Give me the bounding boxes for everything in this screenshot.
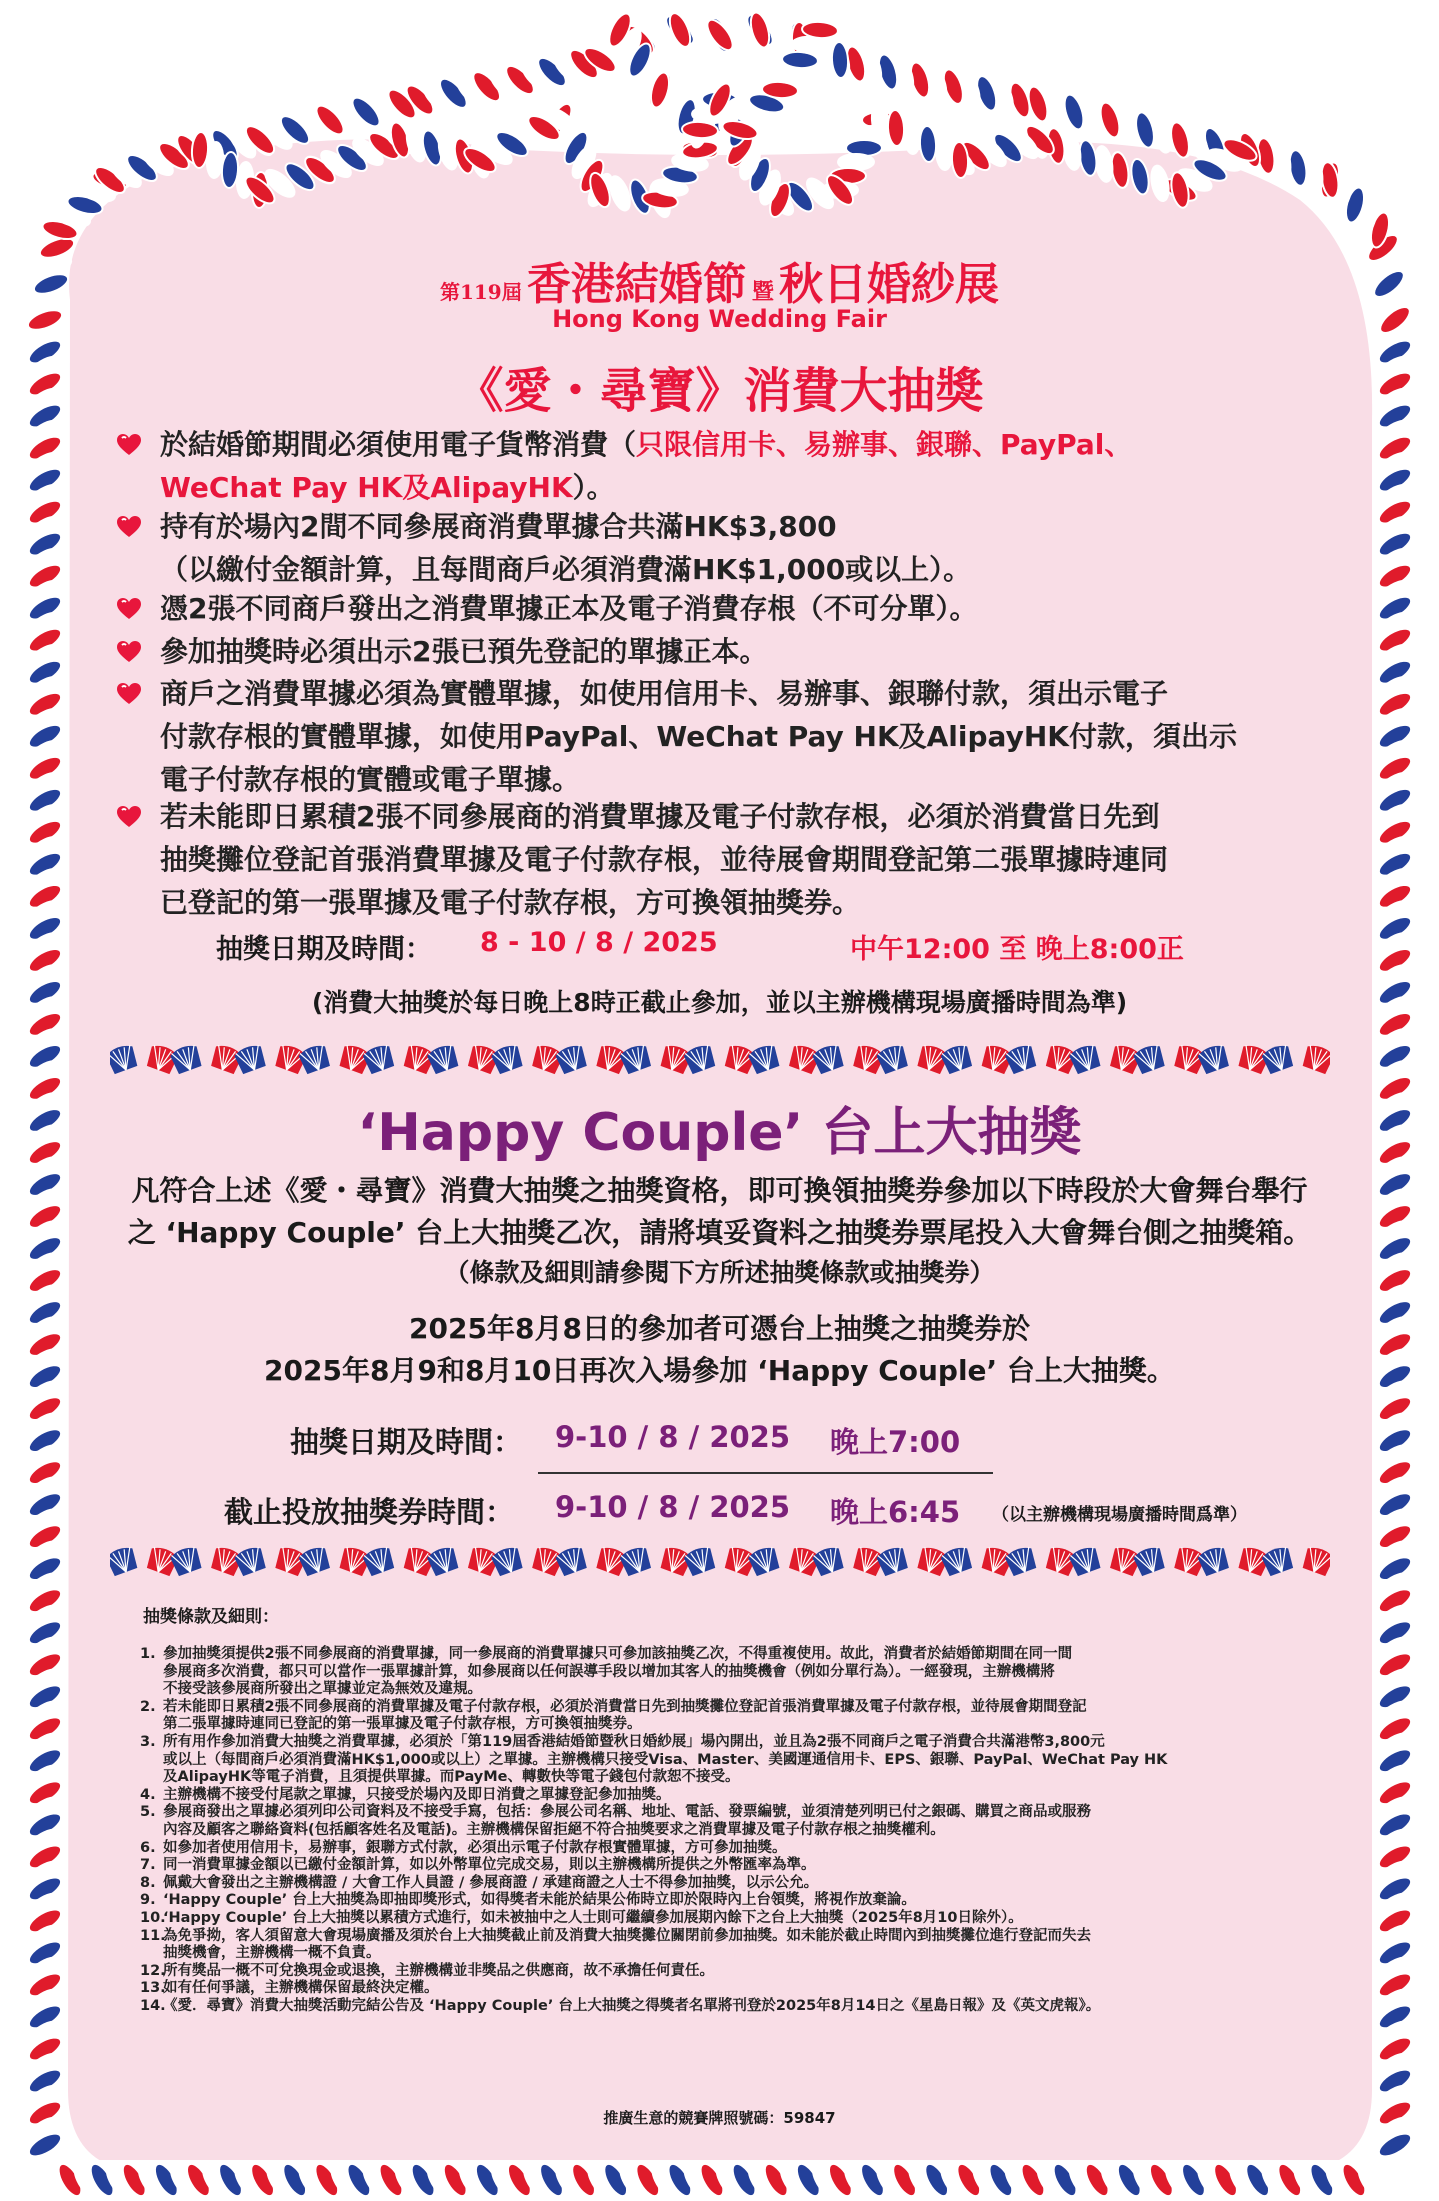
rule-text: 若未能即日累積2張不同參展商的消費單據及電子付款存根，必須於消費當日先到 <box>160 800 1160 833</box>
term-text <box>163 1998 1298 2016</box>
rule-text: 抽獎攤位登記首張消費單據及電子付款存根，並待展會期間登記第二張單據時連同 <box>160 843 1169 876</box>
term-text <box>163 1963 1298 1981</box>
rule-text: 電子付款存根的實體或電子單據。 <box>160 763 581 796</box>
fan-icon <box>875 1043 910 1075</box>
fan-icon <box>297 1545 332 1577</box>
term-line: 參展商多次消費，都只可以當作一張單據計算，如參展商以任何誤導手段以增加其客人的抽獎機會（例如分單行為）。一經發現，主辦機構將 <box>163 1663 1055 1680</box>
happy-couple-description <box>0 1170 1439 1254</box>
rule-line <box>160 795 1168 838</box>
fan-icon <box>1004 1545 1039 1577</box>
heart-icon <box>116 433 142 457</box>
term-item <box>140 1928 1300 1963</box>
term-line: 抽獎機會，主辦機構一概不負責。 <box>163 1945 381 1962</box>
cutoff-time: 晚上6:45 <box>830 1495 961 1529</box>
term-number: 13. <box>140 1980 166 1997</box>
fair-name-en: Hong Kong Wedding Fair <box>552 305 887 333</box>
term-line: 參展商發出之單據必須列印公司資料及不接受手寫，包括：參展公司名稱、地址、電話、發票編號，並須清楚列明已付之銀碼、購買之商品或服務 <box>163 1804 1091 1821</box>
happy-couple-para-line1: 凡符合上述《愛・尋寶》消費大抽獎之抽獎資格，即可換領抽獎券參加以下時段於大會舞台舉行 <box>131 1174 1308 1207</box>
fan-icon <box>362 1545 397 1577</box>
fan-icon <box>1260 1043 1295 1075</box>
rule-text: （以繳付金額計算，且每間商戶必須消費滿HK$1,000或以上）。 <box>160 553 972 586</box>
term-line: 同一消費單據金額以已繳付金額計算，如以外幣單位完成交易，則以主辦機構所提供之外幣匯率為準。 <box>163 1857 816 1874</box>
rule-item <box>160 795 1168 924</box>
term-item <box>140 1857 1300 1875</box>
license-number: 推廣生意的競賽牌照號碼：59847 <box>603 2109 836 2127</box>
heart-icon <box>116 682 142 706</box>
lucky-draw-title: 《愛・尋寶》消費大抽獎 <box>455 363 984 419</box>
term-text <box>163 1787 1298 1805</box>
term-text <box>163 1840 1298 1858</box>
fan-icon <box>683 1043 718 1075</box>
happy-couple-para-line2: 之 ‘Happy Couple’ 台上大抽獎乙次，請將填妥資料之抽獎券票尾投入大會舞台側之抽獎箱。 <box>127 1216 1312 1249</box>
fan-icon <box>1132 1545 1167 1577</box>
fan-icon <box>1301 1545 1330 1577</box>
rule-text: 於結婚節期間必須使用電子貨幣消費（ <box>160 428 637 461</box>
rule-text: WeChat Pay HK及AlipayHK <box>160 471 573 504</box>
stage-draw-date: 9-10 / 8 / 2025 <box>555 1420 791 1454</box>
rule-text: ）。 <box>572 471 615 504</box>
rule-line <box>160 630 768 673</box>
rule-text: 已登記的第一張單據及電子付款存根，方可換領抽獎券。 <box>160 886 861 919</box>
term-line: 《愛．尋寶》消費大抽獎活動完結公告及 ‘Happy Couple’ 台上大抽獎之得獎者名單將刊登於2025年8月14日之《星島日報》及《英文虎報》。 <box>163 1998 1101 2014</box>
stage-draw-time: 晚上7:00 <box>830 1425 961 1459</box>
edition-label: 第119屆 <box>439 280 522 304</box>
fan-icon <box>1196 1043 1231 1075</box>
fan-icon <box>1132 1043 1167 1075</box>
fan-icon <box>811 1545 846 1577</box>
rule-item <box>160 630 768 673</box>
term-number: 1. <box>140 1646 156 1662</box>
term-text <box>163 1646 1298 1699</box>
term-number: 14. <box>140 1998 166 2014</box>
draw-schedule-label: 抽獎日期及時間： <box>216 934 432 965</box>
fan-icon <box>297 1043 332 1075</box>
rule-text: 商戶之消費單據必須為實體單據，如使用信用卡、易辦事、銀聯付款，須出示電子 <box>160 677 1169 710</box>
term-text <box>163 1980 1298 1998</box>
heart-icon <box>116 515 142 539</box>
fan-icon <box>1068 1043 1103 1075</box>
term-item <box>140 1998 1300 2016</box>
fan-icon <box>110 1043 139 1075</box>
term-number: 4. <box>140 1786 156 1803</box>
rule-item <box>160 587 978 630</box>
heart-icon <box>116 640 142 664</box>
fan-icon <box>554 1043 589 1075</box>
term-line: ‘Happy Couple’ 台上大抽獎為即抽即獎形式，如得獎者未能於結果公佈時立即於限時內上台領獎，將視作放棄論。 <box>163 1892 916 1909</box>
rule-text: 只限信用卡、易辦事、銀聯、PayPal、 <box>636 428 1133 461</box>
rule-line <box>160 715 1237 758</box>
term-line: 如參加者使用信用卡，易辦事，銀聯方式付款，必須出示電子付款存根實體單據，方可參加抽獎。 <box>163 1839 787 1856</box>
term-number: 10. <box>140 1910 166 1926</box>
fan-icon <box>1004 1043 1039 1075</box>
draw-schedule-date: 8 - 10 / 8 / 2025 <box>480 927 718 958</box>
fan-icon <box>362 1043 397 1075</box>
term-item <box>140 1646 1300 1699</box>
rule-line <box>160 838 1168 881</box>
term-line: 不接受該參展商所發出之單據並定為無效及違規。 <box>163 1681 482 1698</box>
divider-line <box>538 1472 993 1474</box>
term-item <box>140 1840 1300 1858</box>
rule-text: 憑2張不同商戶發出之消費單據正本及電子消費存根（不可分單）。 <box>160 592 978 625</box>
fan-icon <box>554 1545 589 1577</box>
term-item <box>140 1804 1300 1839</box>
term-line: 內容及顧客之聯絡資料(包括顧客姓名及電話)。主辦機構保留拒絕不符合抽獎要求之消費單據及電子付款存根之抽獎權利。 <box>163 1821 945 1838</box>
reentry-line1: 2025年8月8日的參加者可憑台上抽獎之抽獎券於 <box>409 1312 1030 1345</box>
fan-icon <box>1301 1043 1330 1075</box>
term-line: 所有用作參加消費大抽獎之消費單據，必須於「第119屆香港結婚節暨秋日婚紗展」場內開出，並且為2張不同商戶之電子消費合共滿港幣3,800元 <box>163 1734 1105 1750</box>
term-text <box>163 1892 1298 1910</box>
expo-name-zh: 秋日婚紗展 <box>779 259 1000 310</box>
fan-icon <box>169 1043 204 1075</box>
fan-icon <box>426 1545 461 1577</box>
fan-icon <box>618 1043 653 1075</box>
fan-icon <box>1068 1545 1103 1577</box>
rule-line <box>160 548 971 591</box>
term-item <box>140 1875 1300 1893</box>
term-line: 參加抽獎須提供2張不同參展商的消費單據，同一參展商的消費單據只可參加該抽獎乙次，不得重複使用。故此，消費者於結婚節期間在同一間 <box>163 1646 1073 1662</box>
rule-line <box>160 423 1132 466</box>
fan-icon <box>683 1545 718 1577</box>
term-item <box>140 1787 1300 1805</box>
term-number: 12. <box>140 1962 166 1979</box>
term-number: 8. <box>140 1874 156 1891</box>
heart-icon <box>116 805 142 829</box>
term-text <box>163 1875 1298 1893</box>
term-item <box>140 1963 1300 1981</box>
term-line: 如有任何爭議，主辦機構保留最終決定權。 <box>163 1980 439 1997</box>
term-text <box>163 1699 1298 1734</box>
rule-item <box>160 672 1237 801</box>
rule-line <box>160 466 1132 509</box>
fan-icon <box>939 1043 974 1075</box>
cutoff-date: 9-10 / 8 / 2025 <box>555 1490 791 1524</box>
term-number: 11. <box>140 1927 166 1944</box>
term-number: 6. <box>140 1839 156 1856</box>
fan-divider-top <box>110 1040 1330 1080</box>
term-line: 主辦機構不接受付尾款之單據，只接受於場內及即日消費之單據登記參加抽獎。 <box>163 1786 671 1803</box>
term-text <box>163 1857 1298 1875</box>
draw-schedule-time: 中午12:00 至 晚上8:00正 <box>850 934 1184 965</box>
rule-line <box>160 881 1168 924</box>
term-line: 為免爭拗，客人須留意大會現場廣播及須於台上大抽獎截止前及消費大抽獎攤位關閉前參加抽獎。如未能於截止時間內到抽獎攤位進行登記而失去 <box>163 1927 1091 1944</box>
rule-line <box>160 505 971 548</box>
fair-name-zh: 香港結婚節 <box>526 259 747 310</box>
rule-line <box>160 672 1237 715</box>
term-line: 佩戴大會發出之主辦機構證 / 大會工作人員證 / 參展商證 / 承建商證之人士不得參加抽獎，以示公允。 <box>163 1874 819 1891</box>
reentry-info <box>0 1308 1439 1392</box>
fan-icon <box>1260 1545 1295 1577</box>
rule-text: 付款存根的實體單據，如使用PayPal、WeChat Pay HK及AlipayHK付款，須出示 <box>160 720 1237 753</box>
heart-icon <box>116 597 142 621</box>
happy-couple-title-en: ‘Happy Couple’ <box>357 1103 804 1163</box>
stage-draw-label: 抽獎日期及時間： <box>290 1425 523 1459</box>
happy-couple-title-zh: 台上大抽獎 <box>821 1103 1082 1163</box>
fan-icon <box>490 1545 525 1577</box>
fan-icon <box>110 1545 139 1577</box>
reentry-line2: 2025年8月9和8月10日再次入場參加 ‘Happy Couple’ 台上大抽獎。 <box>264 1354 1175 1387</box>
fan-icon <box>875 1545 910 1577</box>
terms-heading: 抽獎條款及細則： <box>143 1607 279 1627</box>
term-text <box>163 1804 1298 1839</box>
term-line: 若未能即日累積2張不同參展商的消費單據及電子付款存根，必須於消費當日先到抽獎攤位登記首張消費單據及電子付款存根，並待展會期間登記 <box>163 1698 1087 1715</box>
term-number: 3. <box>140 1734 156 1750</box>
fan-icon <box>490 1043 525 1075</box>
cutoff-note: （以主辦機構現場廣播時間爲準） <box>992 1505 1247 1525</box>
term-line: 第二張單據時連同已登記的第一張單據及電子付款存根，方可換領抽獎券。 <box>163 1716 642 1733</box>
term-item <box>140 1892 1300 1910</box>
term-text <box>163 1734 1298 1787</box>
term-line: 及AlipayHK等電子消費，且須提供單據。而PayMe、轉數快等電子錢包付款恕不接受。 <box>163 1769 740 1786</box>
term-text <box>163 1910 1298 1928</box>
rule-line <box>160 587 978 630</box>
rule-text: 持有於場內2間不同參展商消費單據合共滿HK$3,800 <box>160 510 837 543</box>
happy-couple-note: （條款及細則請參閱下方所述抽獎條款或抽獎券） <box>444 1258 995 1287</box>
term-text <box>163 1928 1298 1963</box>
fair-header <box>0 248 1439 308</box>
term-number: 9. <box>140 1892 156 1909</box>
joiner-label: 暨 <box>751 279 774 305</box>
draw-schedule-note: (消費大抽獎於每日晚上8時正截止參加，並以主辦機構現場廣播時間為準) <box>311 988 1128 1017</box>
fan-icon <box>618 1545 653 1577</box>
rule-text: 參加抽獎時必須出示2張已預先登記的單據正本。 <box>160 635 768 668</box>
happy-couple-title <box>0 1090 1439 1165</box>
fan-icon <box>233 1545 268 1577</box>
rule-item <box>160 423 1132 509</box>
fan-icon <box>939 1545 974 1577</box>
fan-divider-bottom <box>110 1542 1330 1582</box>
fan-icon <box>747 1545 782 1577</box>
fan-icon <box>169 1545 204 1577</box>
fan-icon <box>1196 1545 1231 1577</box>
term-item <box>140 1910 1300 1928</box>
term-line: 或以上（每間商戶必須消費滿HK$1,000或以上）之單據。主辦機構只接受Visa、Master、美國運通信用卡、EPS、銀聯、PayPal、WeChat Pay HK <box>163 1751 1168 1768</box>
fan-icon <box>426 1043 461 1075</box>
term-line: 所有獎品一概不可兌換現金或退換，主辦機構並非獎品之供應商，故不承擔任何責任。 <box>163 1962 714 1979</box>
term-number: 2. <box>140 1698 156 1715</box>
cutoff-label: 截止投放抽獎券時間： <box>224 1495 515 1529</box>
term-number: 7. <box>140 1857 156 1874</box>
fan-icon <box>747 1043 782 1075</box>
rule-item <box>160 505 971 591</box>
term-item <box>140 1980 1300 1998</box>
term-item <box>140 1699 1300 1734</box>
fan-icon <box>811 1043 846 1075</box>
term-line: ‘Happy Couple’ 台上大抽獎以累積方式進行，如未被抽中之人士則可繼續參加展期內餘下之台上大抽獎（2025年8月10日除外）。 <box>163 1910 1023 1926</box>
term-number: 5. <box>140 1804 156 1821</box>
term-item <box>140 1734 1300 1787</box>
fan-icon <box>233 1043 268 1075</box>
